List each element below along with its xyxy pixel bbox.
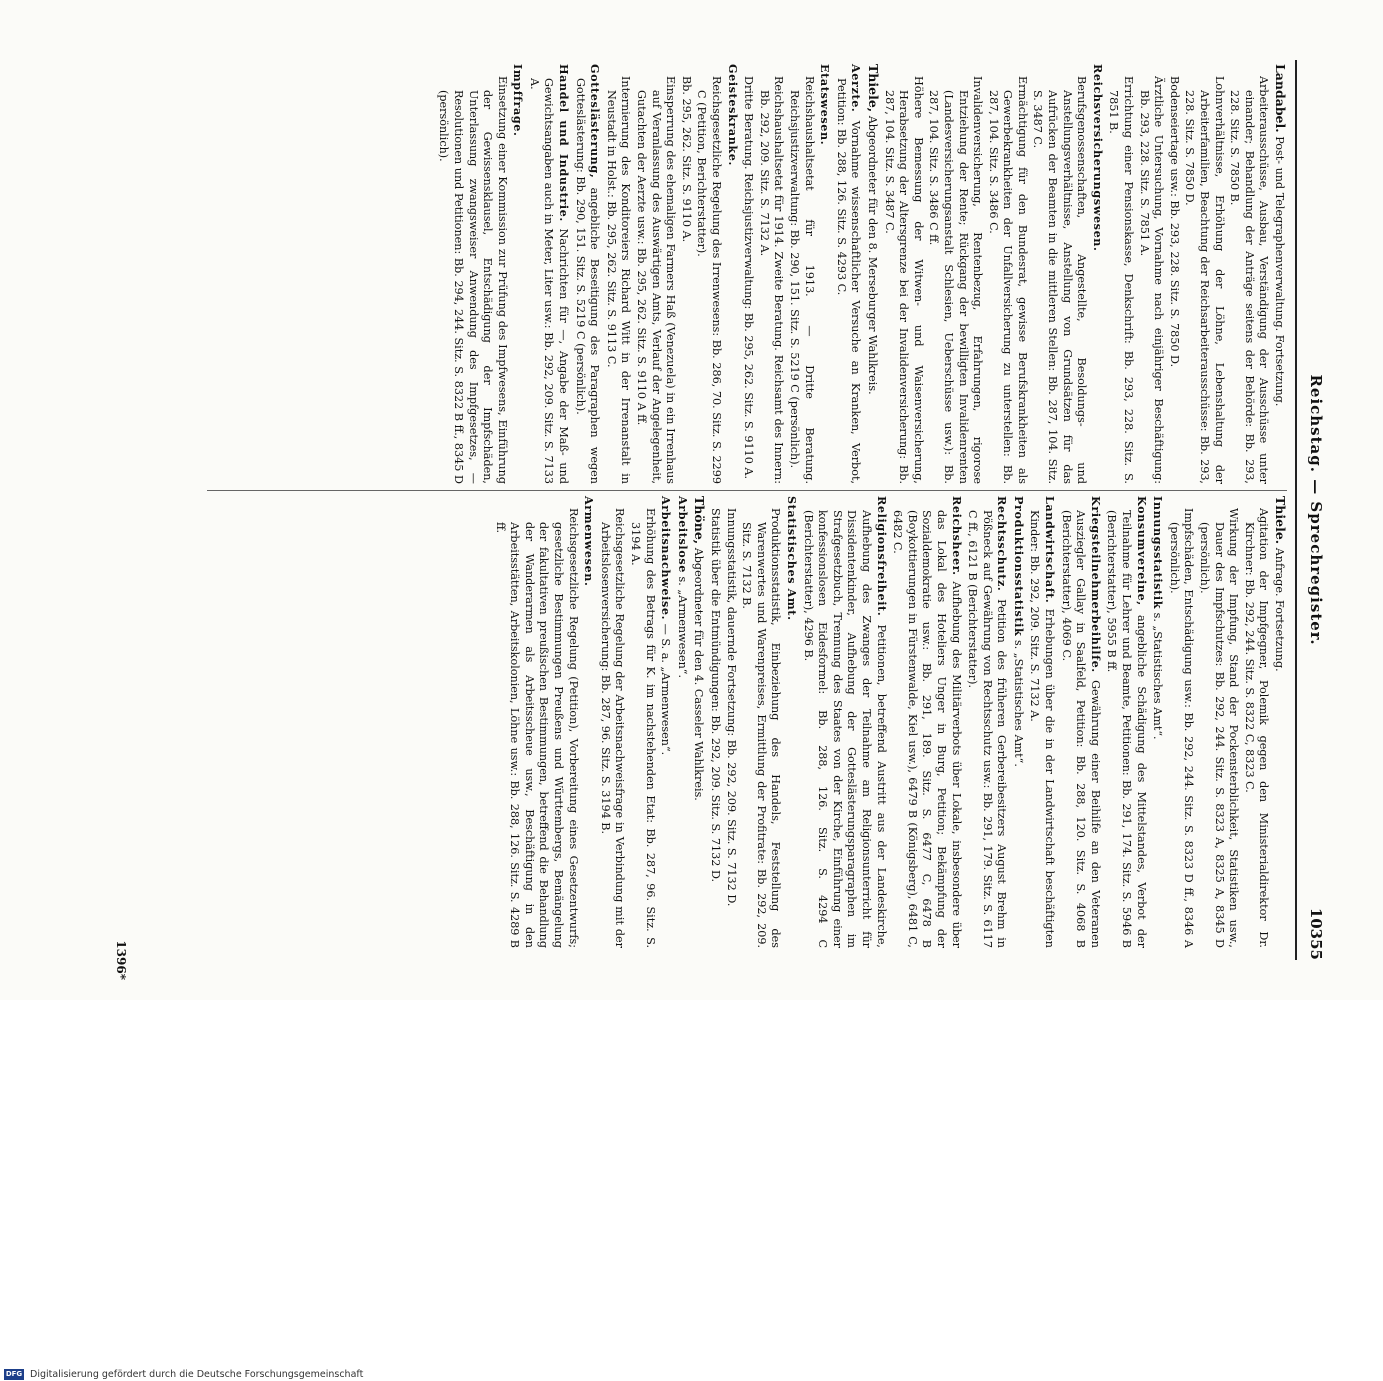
subject-keyword: Reichsversicherungswesen. <box>1090 64 1105 252</box>
entry-text: Erhebungen über die in der Landwirtschaft beschäftigten Kinder: Bb. 292, 209. Sitz. S. 7132 A. <box>1028 510 1057 948</box>
entry-text: Dritte Beratung. Reichsjustizverwaltung: Bb. 295, 262. Sitz. S. 9110 A. <box>742 76 756 480</box>
index-entry <box>723 496 738 948</box>
index-entry <box>572 64 602 484</box>
index-entry <box>691 496 707 948</box>
index-entry <box>864 64 880 484</box>
subject-keyword: Handel und Industrie. <box>557 64 572 222</box>
index-entry <box>1271 496 1287 948</box>
index-entry <box>783 496 799 948</box>
entry-text: Petitionen, betreffend Austritt aus der Landeskirche, Aufhebung des Zwanges der Teilnahme am Religionsunterricht für Dissidentenkinder, Aufhebung der Gotteslästerungsparagraphen im Strafgesetzbuch, Trennung des Staates von der Kirche, Einführung einer konfessionslosen Eidesformel: Bb. 288, 126. Sitz. S. 4294 C (Berichterstatter), 4296 B. <box>801 510 888 948</box>
subject-keyword: Etatswesen. <box>818 64 833 146</box>
index-entry <box>436 64 509 484</box>
index-entry <box>786 64 815 484</box>
dfg-logo: DFG <box>5 1369 23 1378</box>
speaker-name: Thiele, <box>865 64 881 113</box>
entry-text: Höhere Bemessung der Witwen- und Waisenversicherung, Herabsetzung der Altersgrenze bei der Invalidenversicherung: Bb. 287, 104. Sitz. S. 3487 C. <box>882 76 925 484</box>
entry-text: Abgeordneter für den 8. Merseburger Wahlkreis. <box>865 115 879 395</box>
entry-text: Bb. 295, 262. Sitz. S. 9110 A. <box>679 76 693 243</box>
entry-text: — S. a. „Armenwesen“. <box>659 623 673 756</box>
entry-text: Petition des früheren Gerbereibesitzers August Brehm in Pößneck auf Gewährung von Rechtsschutz usw.: Bb. 291, 179. Sitz. S. 6117 C ff., 6121 B (Berichterstatter). <box>966 510 1009 948</box>
entry-text: Lohnverhältnisse, Erhöhung der Löhne, Lebenshaltung der Arbeiterfamilien, Beachtung der Reichsarbeiterausschüsse: Bb. 293, 228. Sitz. S. 7850 D. <box>1183 76 1226 484</box>
subject-keyword: Armenwesen. <box>582 496 597 587</box>
index-entry <box>1058 496 1103 948</box>
page-mark: 1396* <box>114 940 128 980</box>
entry-text: Einsetzung einer Kommission zur Prüfung des Impfwesens, Einführung der Gewissensklausel, Entschädigung der Impfschäden, Unterlassung zwangsweiser Anwendung des Impfgesetzes, — Resolutionen und Petitionen: Bb. 294, 244. Sitz. S. 8322 B ff., 8345 D (persönlich). <box>437 76 509 484</box>
entry-text: Wirkung der Impfung, Stand der Pockensterblichkeit, Statistiken usw., Dauer des Impfschutzes: Bb. 292, 244. Sitz. S. 8323 A, 8325 A, 8345 D (persönlich). <box>1198 508 1241 948</box>
index-entry <box>926 64 984 484</box>
index-entry <box>597 496 626 948</box>
index-entry <box>724 64 740 484</box>
entry-text: Gewährung einer Beihilfe an den Veteranen Ausziegler Gallay in Saalfeld, Petition: Bb. 288, 120. Sitz. S. 4068 B (Berichterstatter), 4069 C. <box>1059 510 1102 948</box>
entry-text: Post- und Telegraphenverwaltung. Fortsetzung. <box>1273 136 1286 407</box>
entry-text: Produktionsstatistik, Einbeziehung des Handels, Feststellung des Warenwertes und Warenpreises, Ermittlung der Profitrate: Bb. 292, 209. Sitz. S. 7132 B. <box>740 508 783 948</box>
index-entry <box>1150 496 1166 948</box>
entry-text: s. „Statistisches Amt“. <box>1151 612 1165 740</box>
page-number: 10355 <box>1307 907 1325 960</box>
index-entry <box>741 64 756 484</box>
index-entry <box>658 496 674 948</box>
digitization-note: Digitalisierung gefördert durch die Deutsche Forschungsgemeinschaft <box>30 1368 364 1380</box>
running-title: Reichstag. — Sprechregister. <box>1307 374 1325 646</box>
entry-text: Reichsgesetzliche Regelung der Arbeitsnachweisfrage in Verbindung mit der Arbeitslosenversicherung: Bb. 287, 96. Sitz. S. 3194 B. <box>598 508 627 948</box>
speaker-name: Landabel. <box>1273 64 1288 133</box>
index-entry <box>1030 64 1088 484</box>
index-entry <box>965 496 1010 948</box>
index-entry <box>627 496 656 948</box>
subject-keyword: Aerzte. <box>849 64 864 113</box>
index-entry <box>1089 64 1105 484</box>
entry-text: s. „Armenwesen“. <box>675 576 689 679</box>
entry-text: Nachrichten für —, Angabe der Maß- und Gewichtsangaben auch in Meter, Liter usw.: Bb. 292, 209. Sitz. S. 7133 A. <box>527 78 571 484</box>
entry-text: angebliche Schädigung des Mittelstandes, Verbot der Teilnahme für Lehrer und Beamte, Petitionen: Bb. 291, 174. Sitz. S. 5946 B (Berichterstatter), 5955 B ff. <box>1105 510 1148 948</box>
index-entry <box>1241 496 1270 948</box>
subject-keyword: Arbeitsnachweise. <box>659 496 674 621</box>
header-rule <box>1295 60 1297 960</box>
entry-text: Reichshaushaltsetat für 1914. Zweite Beratung. Reichsamt des Innern: Bb. 292, 209. Sitz. S. 7132 A. <box>757 76 786 484</box>
entry-text: Ermächtigung für den Bundesrat, gewisse Berufskrankheiten als Gewerbekrankheiten der Unfallversicherung zu unterstellen: Bb. 287, 104. Sitz. S. 3486 C. <box>986 76 1029 484</box>
index-entry <box>1182 64 1226 484</box>
index-entry <box>674 496 690 948</box>
index-entry <box>739 496 783 948</box>
index-entry <box>510 64 526 484</box>
subject-keyword: Arbeitslose <box>675 496 690 573</box>
index-entry <box>678 64 693 484</box>
subject-keyword: Gotteslästerung, <box>588 64 603 179</box>
subject-keyword: Reichsheer. <box>949 496 964 576</box>
speaker-name: Thöne, <box>692 496 708 545</box>
entry-text: Ärztliche Untersuchung, Vornahme nach einjähriger Beschäftigung: Bb. 293, 228. Sitz. S. 7851 A. <box>1137 76 1166 484</box>
index-entry <box>817 64 833 484</box>
index-entry <box>890 496 964 948</box>
index-entry <box>985 64 1029 484</box>
index-entry <box>1027 496 1057 948</box>
entry-text: Bodenseiertage usw.: Bb. 293, 228. Sitz. S. 7850 D. <box>1167 76 1181 368</box>
index-entry <box>603 64 632 484</box>
subject-keyword: Kriegsteilnehmerbeihilfe. <box>1088 496 1103 673</box>
entry-text: Internierung des Konditoreiers Richard Witt in der Irrenanstalt in Neustadt in Holst.: Bb. 295, 262. Sitz. S. 9113 C. <box>604 76 633 484</box>
right-column <box>435 64 1287 484</box>
entry-text: Reichshaushaltsetat für 1913. — Dritte Beratung. Reichsjustizverwaltung: Bb. 290, 151. Sitz. S. 5219 C (persönlich). <box>788 76 816 484</box>
index-entry <box>833 64 863 484</box>
entry-text: Innungsstatistik, dauernde Fortsetzung: Bb. 292, 209. Sitz. S. 7132 D. <box>724 508 738 907</box>
entry-text: Aufhebung des Militärverbots über Lokale, insbesondere über das Lokal des Hoteliers Unger in Burg, Petition; Bekämpfung der Sozialdemokratie usw.: Bb. 291, 189. Sitz. S. 6477 C, 6478 B (Boykottierungen in Fürstenwalde, Kiel usw.), 6479 B (Königsberg), 6481 C, 6482 C. <box>891 510 963 948</box>
entry-text: Invalidenversicherung, Rentenbezug, Erfahrungen, rigorose Entziehung der Rente; Rückgang der bewilligten Invalidenrenten (Landesversicherungsanstalt Schlesien, Ueberschüsse usw.): Bb. 287, 104. Sitz. S. 3486 C ff. <box>927 76 985 484</box>
subject-keyword: Konsumvereine, <box>1134 496 1149 606</box>
index-entry <box>1196 496 1240 948</box>
left-column <box>491 496 1287 948</box>
index-entry <box>707 496 722 948</box>
index-entry <box>1227 64 1271 484</box>
subject-keyword: Innungsstatistik <box>1151 496 1166 610</box>
index-entry <box>1106 64 1135 484</box>
index-entry <box>1271 64 1287 484</box>
entry-text: Reichsgesetzliche Regelung des Irrenwesens: Bb. 286, 70. Sitz. S. 2299 C (Petition, Berichterstatter). <box>695 76 724 484</box>
column-divider <box>207 490 1287 491</box>
subject-keyword: Rechtsschutz. <box>995 496 1010 592</box>
index-entry <box>526 64 571 484</box>
speaker-name: Thiele. <box>1273 496 1288 545</box>
entry-text: Impfschäden, Entschädigung usw.: Bb. 292, 244. Sitz. S. 8323 D ff., 8346 A (persönlich). <box>1167 508 1196 948</box>
index-entry <box>1010 496 1026 948</box>
index-entry <box>1136 64 1165 484</box>
digitization-footer <box>4 1367 999 1381</box>
index-entry <box>756 64 785 484</box>
entry-text: Statistik über die Entmündigungen: Bb. 292, 209. Sitz. S. 7132 D. <box>709 508 723 883</box>
page-header <box>1299 60 1325 960</box>
index-entry <box>581 496 597 948</box>
entry-text: s. „Statistisches Amt“. <box>1011 639 1025 767</box>
entry-text: Arbeiterausschüsse, Ausbau, Verständigung der Ausschüsse unter einander; Behandlung der Anträge seitens der Behörde: Bb. 293, 228. Sitz. S. 7850 B. <box>1228 76 1271 484</box>
entry-text: Einsperrung des ehemaligen Farmers Haß (Venezuela) in ein Irrenhaus auf Veranlassung des Auswärtigen Amts, Verlauf der Angelegenheit, Gutachten der Aerzte usw.: Bb. 295, 262. Sitz. S. 9110 A ff. <box>635 76 678 484</box>
entry-text: Vornahme wissenschaftlicher Versuche an Kranken, Verbot, Petition: Bb. 288, 126. Sitz. S. 4293 C. <box>834 78 863 485</box>
index-entry <box>1104 496 1149 948</box>
entry-text: Erhöhung des Betrags für K. im nachstehenden Etat: Bb. 287, 96. Sitz. S. 3194 A. <box>629 508 657 948</box>
index-entry <box>800 496 889 948</box>
index-entry <box>694 64 723 484</box>
index-entry <box>633 64 677 484</box>
entry-text: Abgeordneter für den 4. Casseler Wahlkreis. <box>692 547 706 801</box>
entry-text: Errichtung einer Pensionskasse, Denkschrift: Bb. 293, 228. Sitz. S. 7851 B. <box>1107 76 1136 484</box>
index-entry <box>881 64 925 484</box>
subject-keyword: Religionsfreiheit. <box>874 496 889 617</box>
index-entry <box>1166 64 1181 484</box>
entry-text: Reichsgesetzliche Regelung (Petition), Vorbereitung eines Gesetzentwurfs; gesetzliche Bestimmungen Preußens und Württembergs, Bemängelung der fakultativen preußischen Bestimmungen, betreffend die Behandlung der Wanderarmen als Arbeitsscheue usw., Beschäftigung in den Arbeitsstätten, Arbeitskolonien, Löhne usw.: Bb. 288, 126. Sitz. S. 4289 B ff. <box>493 508 580 948</box>
entry-text: angebliche Beseitigung des Paragraphen wegen Gotteslästerung: Bb. 290, 151. Sitz. S. 5219 C (persönlich). <box>573 78 602 484</box>
entry-text: Berufsgenossenschaften, Angestellte, Besoldungs- und Anstellungsverhältnisse, Anstellung von Grundsätzen für das Aufrücken der Beamten in die mittleren Stellen: Bb. 287, 104. Sitz. S. 3487 C. <box>1031 76 1089 484</box>
index-entry <box>492 496 580 948</box>
subject-keyword: Statistisches Amt. <box>785 496 799 621</box>
subject-keyword: Impffrage. <box>511 64 526 137</box>
subject-keyword: Landwirtschaft. <box>1043 496 1058 604</box>
subject-keyword: Produktionsstatistik <box>1011 496 1026 637</box>
entry-text: Anfrage. Fortsetzung. <box>1273 547 1286 672</box>
entry-text: Agitation der Impfgegner, Polemik gegen den Ministerialdirektor Dr. Kirchner: Bb. 292, 244. Sitz. S. 8322 C, 8323 C. <box>1242 508 1271 948</box>
subject-keyword: Geisteskranke. <box>725 64 740 166</box>
index-entry <box>1166 496 1195 948</box>
